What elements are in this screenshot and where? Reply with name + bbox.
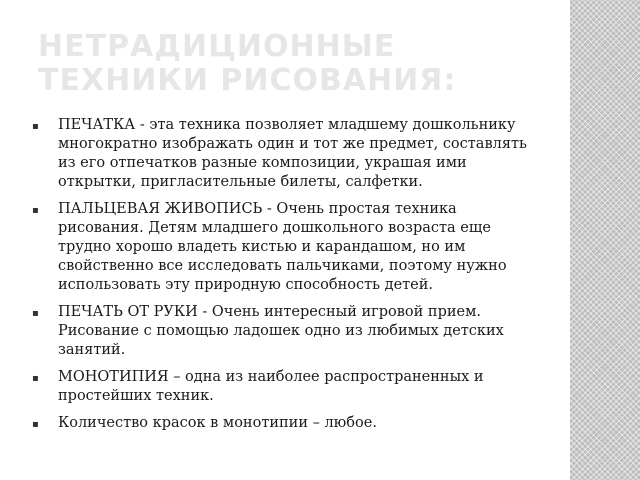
decorative-side-strip: [570, 0, 640, 480]
bullet-item-hand-print: [30, 303, 545, 360]
bullet-square-icon: ▪: [32, 373, 39, 384]
bullet-text: ПЕЧАТЬ ОТ РУКИ - Очень интересный игровой прием. Рисование с помощью ладошек одно из любимых детских занятий.: [58, 304, 504, 358]
bullet-text: ПАЛЬЦЕВАЯ ЖИВОПИСЬ - Очень простая техника рисования. Детям младшего дошкольного возраста еще трудно хорошо владеть кистью и карандашом, но им свойственно все исследовать пальчиками, поэтому нужно использовать эту природную способность детей.: [58, 201, 507, 293]
bullet-item-monotype: [30, 368, 545, 406]
bullet-square-icon: ▪: [32, 419, 39, 430]
bullet-item-paint-count: [30, 414, 545, 433]
bullet-item-pechatka: [30, 116, 545, 192]
bullet-text: ПЕЧАТКА - эта техника позволяет младшему дошкольнику многократно изображать один и тот же предмет, составлять из его отпечатков разные композиции, украшая ими открытки, пригласительные билеты, салфетки.: [58, 117, 527, 190]
bullet-square-icon: ▪: [32, 121, 39, 132]
bullet-text: МОНОТИПИЯ – одна из наиболее распространенных и простейших техник.: [58, 369, 484, 404]
bullet-item-finger-painting: [30, 200, 545, 295]
bullet-text: Количество красок в монотипии – любое.: [58, 415, 377, 431]
bullet-square-icon: ▪: [32, 205, 39, 216]
slide-title: НЕТРАДИЦИОННЫЕ ТЕХНИКИ РИСОВАНИЯ:: [38, 29, 457, 98]
bullet-list: [30, 116, 545, 441]
bullet-square-icon: ▪: [32, 308, 39, 319]
